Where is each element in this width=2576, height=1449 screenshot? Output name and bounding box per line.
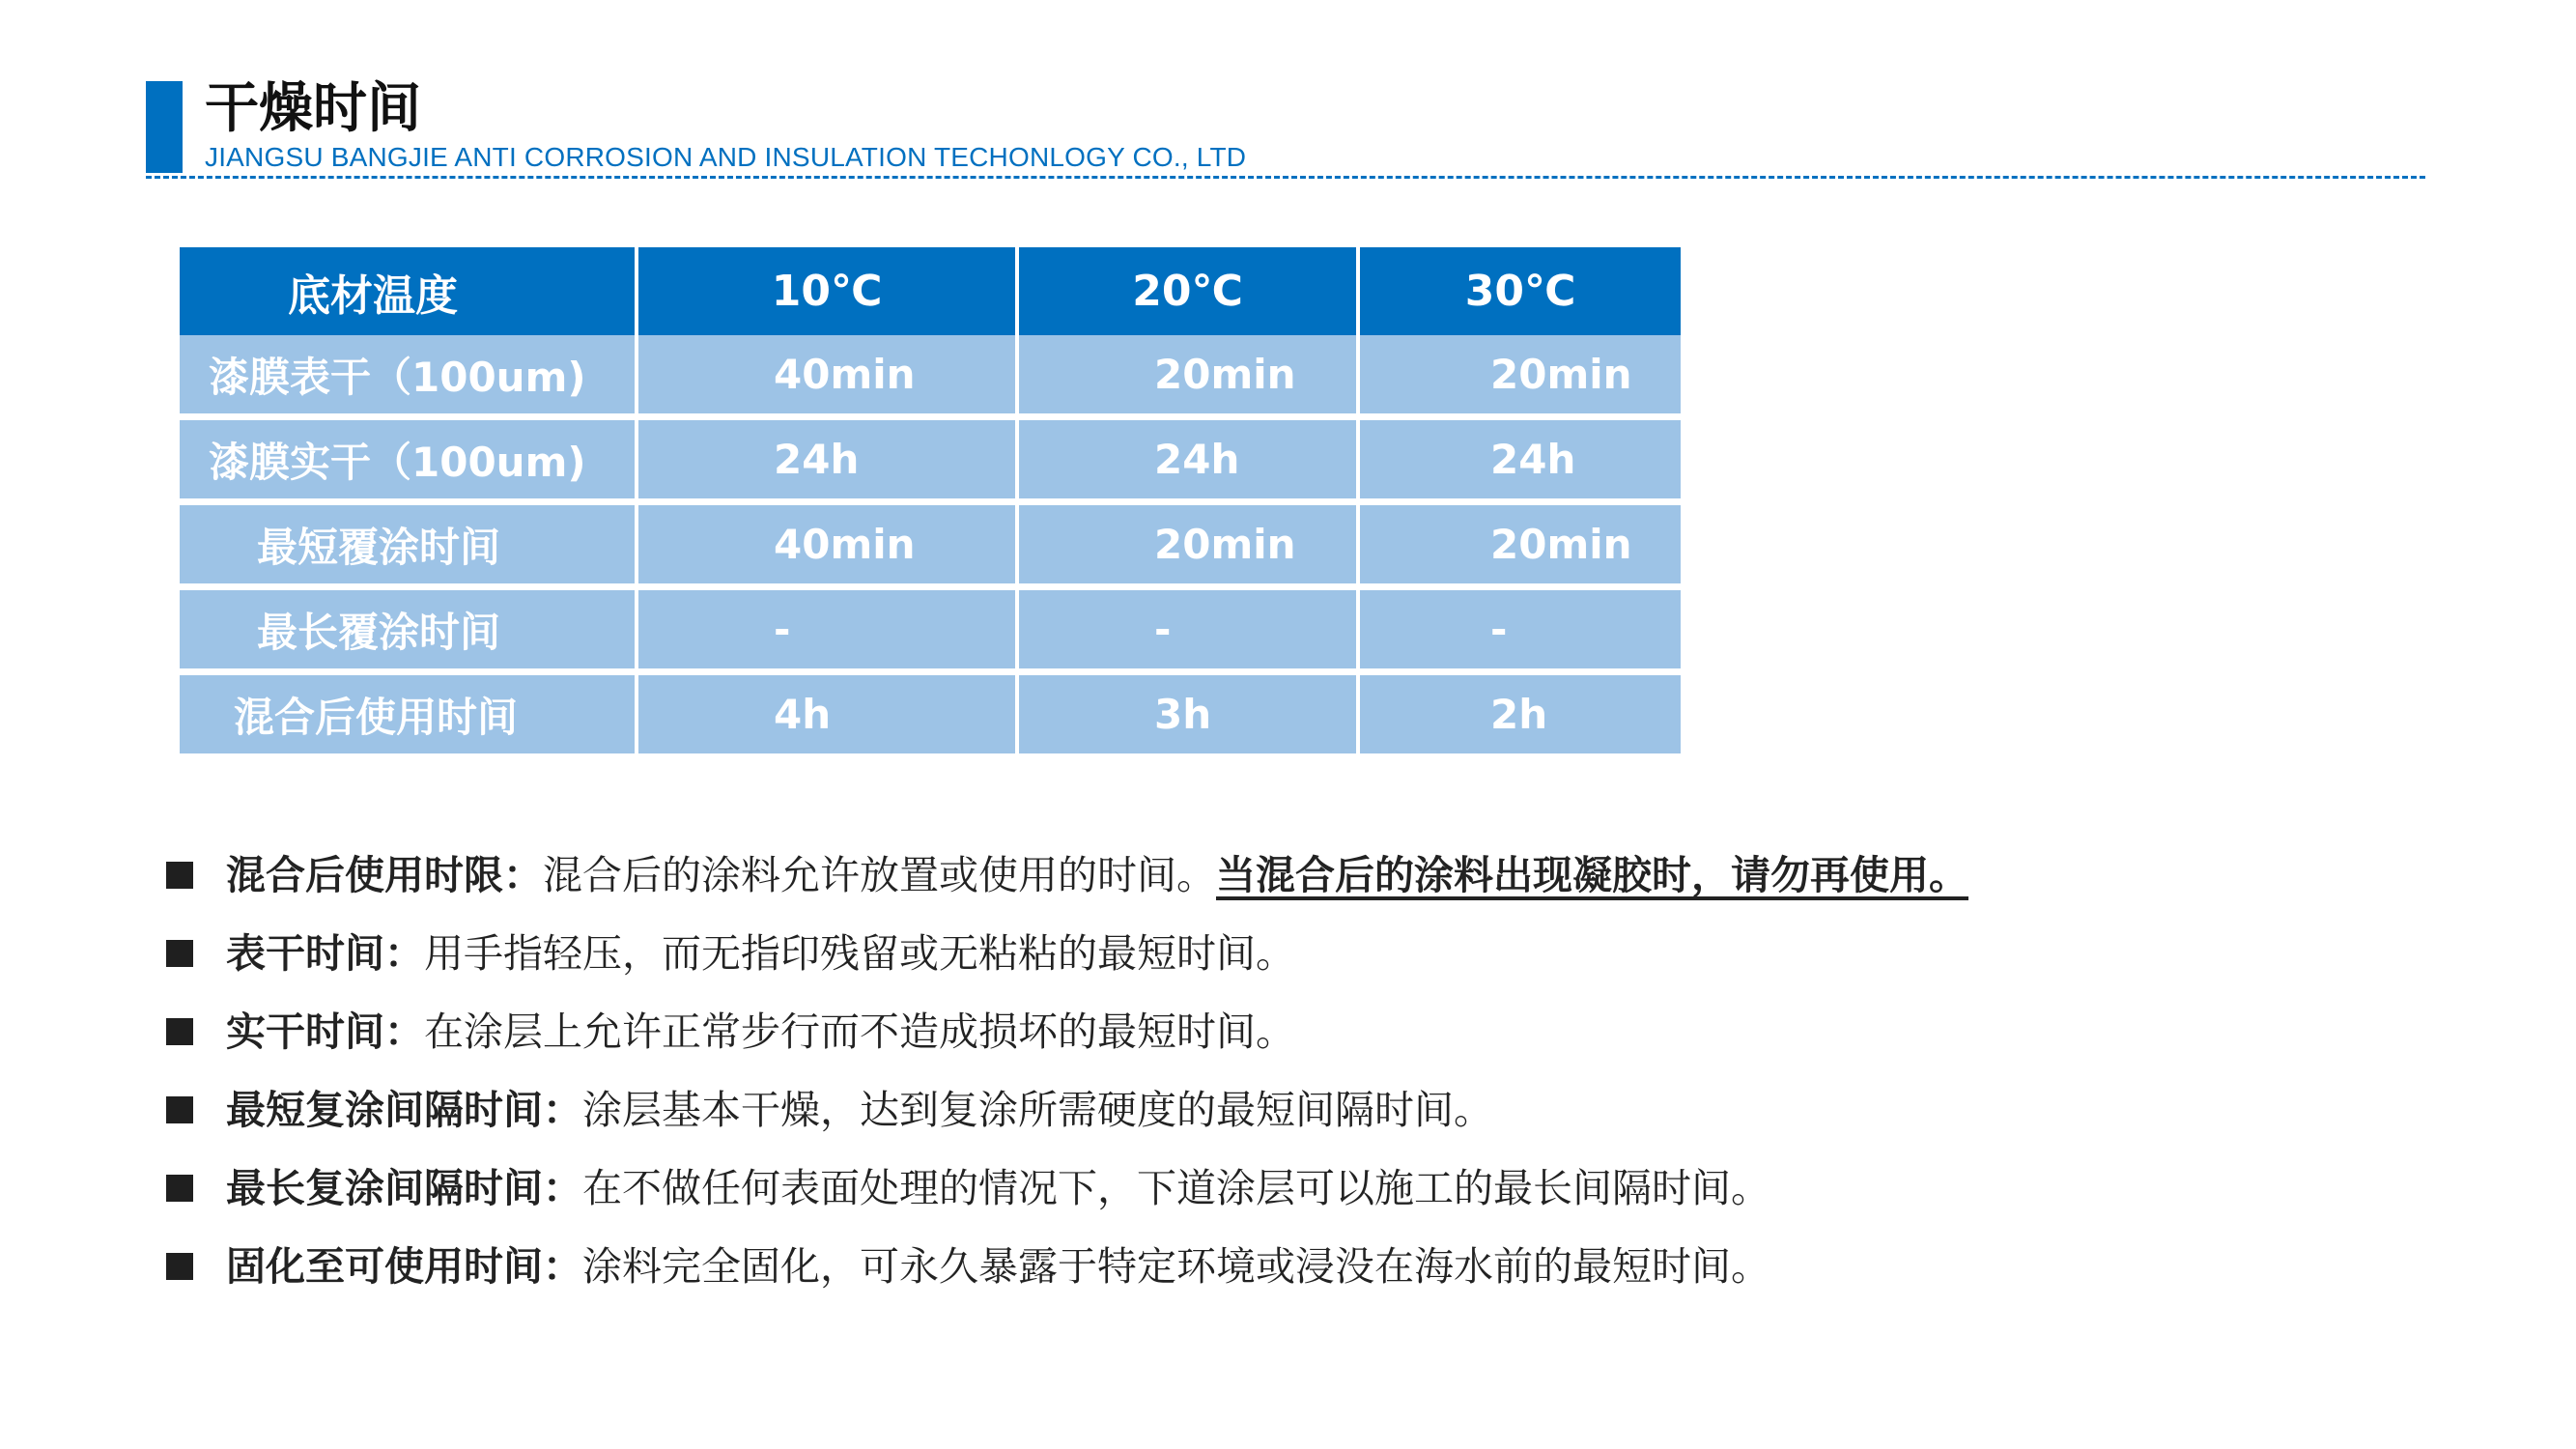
definition-term: 实干时间： [226, 1009, 424, 1055]
table-row [180, 335, 1681, 420]
list-item [164, 1228, 1968, 1306]
list-item [164, 915, 1968, 993]
bullet-square-icon [166, 862, 193, 889]
bullet-square-icon [166, 940, 193, 967]
row-label: 最长覆涂时间 [180, 590, 638, 675]
table-cell: - [638, 590, 1019, 675]
definition-emphasis: 当混合后的涂料出现凝胶时，请勿再使用。 [1216, 852, 1968, 898]
table-cell: 20min [1360, 505, 1681, 590]
list-item [164, 1150, 1968, 1228]
drying-time-table [180, 247, 1681, 753]
company-subtitle: JIANGSU BANGJIE ANTI CORROSION AND INSULATION TECHONLOGY CO., LTD [205, 142, 1247, 172]
header-divider [146, 176, 2425, 179]
table-row [180, 590, 1681, 675]
definition-term: 混合后使用时限： [226, 852, 543, 898]
definition-term: 表干时间： [226, 930, 424, 977]
table-cell: 20min [1019, 505, 1360, 590]
definition-term: 固化至可使用时间： [226, 1243, 582, 1290]
table-cell: 40min [638, 335, 1019, 420]
bullet-square-icon [166, 1175, 193, 1202]
bullet-square-icon [166, 1253, 193, 1280]
table-cell: 2h [1360, 675, 1681, 753]
definition-text: 在涂层上允许正常步行而不造成损坏的最短时间。 [424, 1009, 1295, 1055]
list-item [164, 993, 1968, 1071]
row-label: 最短覆涂时间 [180, 505, 638, 590]
column-header-30c: 30℃ [1360, 247, 1681, 335]
table-cell: 3h [1019, 675, 1360, 753]
definition-term: 最长复涂间隔时间： [226, 1165, 582, 1211]
table-cell: 24h [638, 420, 1019, 505]
row-label: 漆膜实干（100um) [180, 420, 638, 505]
table-row [180, 505, 1681, 590]
definition-text: 涂层基本干燥，达到复涂所需硬度的最短间隔时间。 [582, 1087, 1493, 1133]
column-header-10c: 10℃ [638, 247, 1019, 335]
list-item [164, 1071, 1968, 1150]
row-label: 漆膜表干（100um) [180, 335, 638, 420]
table-cell: 24h [1019, 420, 1360, 505]
bullet-square-icon [166, 1018, 193, 1045]
table-cell: 24h [1360, 420, 1681, 505]
table-cell: - [1019, 590, 1360, 675]
definition-text: 涂料完全固化，可永久暴露于特定环境或浸没在海水前的最短时间。 [582, 1243, 1770, 1290]
table-row [180, 420, 1681, 505]
row-label: 混合后使用时间 [180, 675, 638, 753]
title-accent-bar [146, 81, 183, 173]
column-header-substrate-temp: 底材温度 [180, 247, 638, 335]
table-cell: 20min [1360, 335, 1681, 420]
table-row [180, 675, 1681, 753]
table-cell: 40min [638, 505, 1019, 590]
definition-text: 在不做任何表面处理的情况下，下道涂层可以施工的最长间隔时间。 [582, 1165, 1770, 1211]
table-cell: 4h [638, 675, 1019, 753]
definition-list [164, 837, 1968, 1306]
column-header-20c: 20℃ [1019, 247, 1360, 335]
bullet-square-icon [166, 1096, 193, 1123]
page-title: 干燥时间 [205, 77, 421, 140]
table-header-row [180, 247, 1681, 335]
table-cell: 20min [1019, 335, 1360, 420]
definition-text: 混合后的涂料允许放置或使用的时间。 [543, 852, 1216, 898]
table-cell: - [1360, 590, 1681, 675]
definition-term: 最短复涂间隔时间： [226, 1087, 582, 1133]
definition-text: 用手指轻压，而无指印残留或无粘粘的最短时间。 [424, 930, 1295, 977]
list-item [164, 837, 1968, 915]
